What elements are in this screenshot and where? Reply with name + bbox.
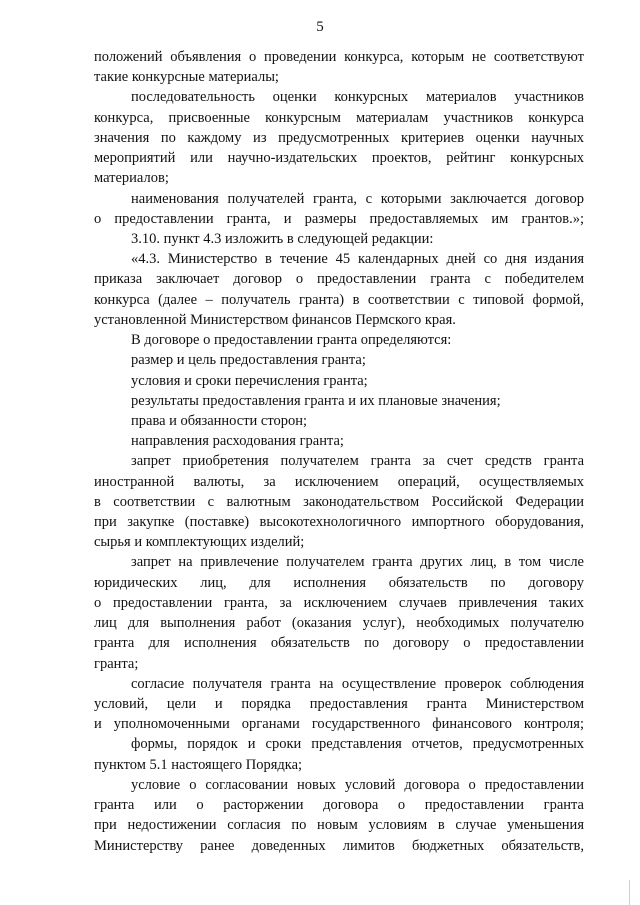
text-line: последовательность оценки конкурсных материалов участников [131,89,584,106]
text-line: размер и цель предоставления гранта; [131,352,366,369]
text-line: формы, порядок и сроки представления отчетов, предусмотренных [131,736,584,753]
text-line: В договоре о предоставлении гранта определяются: [131,332,452,349]
text-line: Министерству ранее доведенных лимитов бюджетных обязательств, [94,837,584,854]
text-line: гранта или о расторжении договора о предоставлении гранта [94,797,584,814]
page-number: 5 [316,19,324,35]
text-line: запрет на привлечение получателем гранта других лиц, в том числе [131,554,584,571]
text-line: такие конкурсные материалы; [94,69,279,86]
text-line: гранта для исполнения обязательств по договору о предоставлении [94,635,584,652]
text-line: направления расходования гранта; [131,433,344,450]
text-line: о предоставлении гранта, и размеры предоставляемых им грантов.»; [94,210,584,227]
text-line: условий, цели и порядка предоставления гранта Министерством [94,696,584,712]
text-line: лиц для выполнения работ (оказания услуг), необходимых получателю [94,615,584,632]
page-edge-divider [629,880,630,905]
text-line: пунктом 5.1 настоящего Порядка; [94,756,303,773]
text-line: приказа заключает договор о предоставлении гранта с победителем [94,271,584,288]
text-line: условия и сроки перечисления гранта; [131,372,368,389]
text-line: иностранной валюты, за исключением операций, осуществляемых [94,473,584,490]
text-line: 3.10. пункт 4.3 изложить в следующей редакции: [131,230,434,247]
text-line: сырья и комплектующих изделий; [94,534,305,551]
text-line: конкурса (далее – получатель гранта) в соответствии с типовой формой, [94,291,584,308]
text-line: условие о согласовании новых условий договора о предоставлении [131,776,584,793]
text-line: при закупке (поставке) высокотехнологичного импортного оборудования, [94,514,584,531]
text-line: наименования получателей гранта, с которыми заключается договор [131,190,584,207]
text-line: материалов; [94,170,169,187]
text-line: результаты предоставления гранта и их плановые значения; [131,392,501,409]
text-line: «4.3. Министерство в течение 45 календарных дней со дня издания [131,251,584,268]
text-line: конкурса, присвоенные конкурсным материалам участников конкурса [94,109,584,126]
text-line: значения по каждому из предусмотренных критериев оценки научных [94,129,584,146]
text-line: права и обязанности сторон; [131,412,308,429]
document-body [94,47,584,856]
text-line: мероприятий или научно-издательских проектов, рейтинг конкурсных [94,150,584,167]
text-line: запрет приобретения получателем гранта за счет средств гранта [131,453,584,470]
text-line: при недостижении согласия по новым условиям в случае уменьшения [94,817,584,834]
text-line: в соответствии с валютным законодательством Российской Федерации [94,493,584,510]
text-line: согласие получателя гранта на осуществление проверок соблюдения [131,675,584,692]
text-line: юридических лиц, для исполнения обязательств по договору [94,574,584,591]
text-line: гранта; [94,655,139,672]
text-line: и уполномоченными органами государственного финансового контроля; [94,716,584,733]
text-line: о предоставлении гранта, за исключением случаев привлечения таких [94,594,584,611]
text-line: положений объявления о проведении конкурса, которым не соответствуют [94,49,584,65]
text-line: установленной Министерством финансов Пермского края. [94,311,456,328]
